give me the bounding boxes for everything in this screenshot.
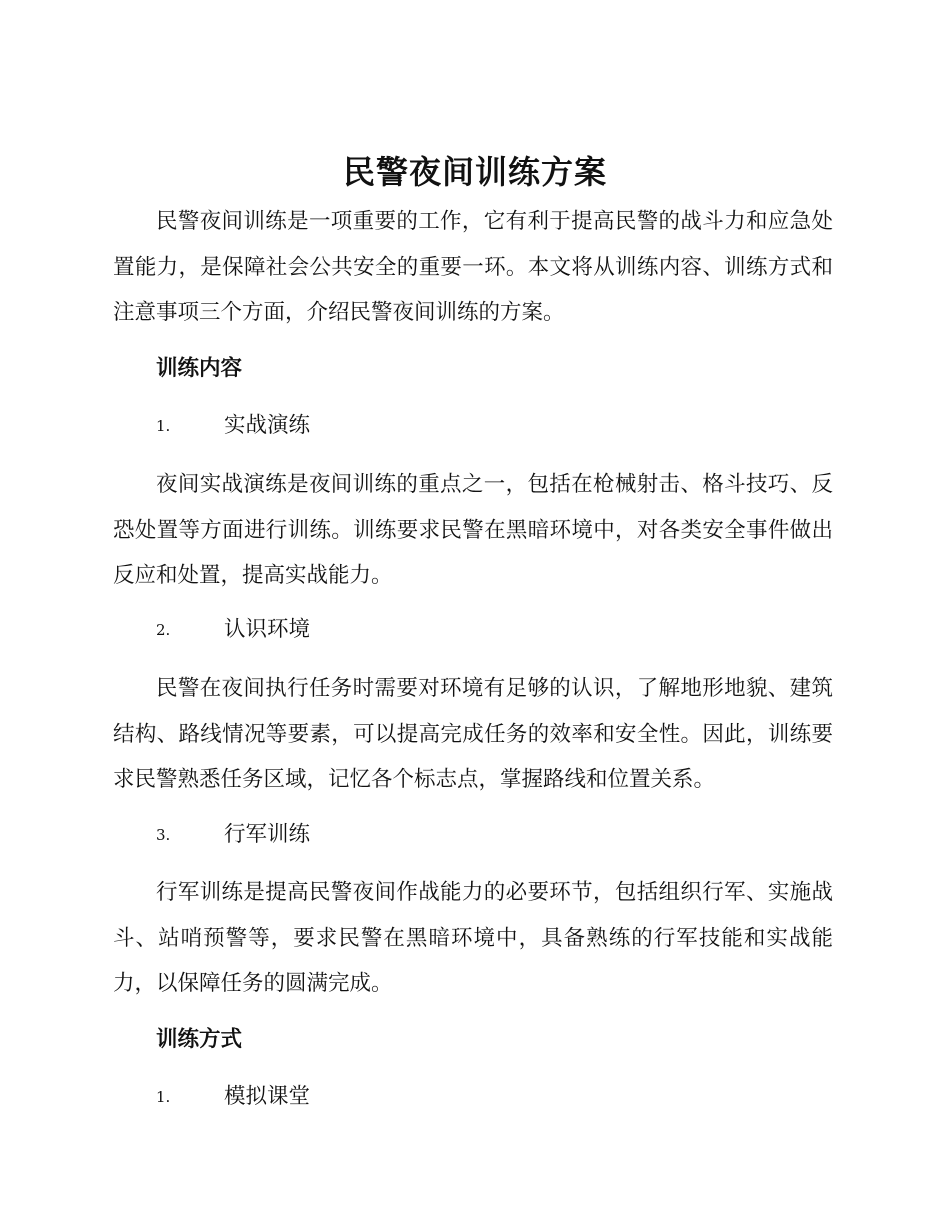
list-item-number: 1. <box>156 1088 171 1106</box>
list-item-label: 认识环境 <box>224 617 311 642</box>
list-item-label: 模拟课堂 <box>224 1084 311 1109</box>
list-item-number: 3. <box>156 826 171 844</box>
list-item-number: 2. <box>156 621 171 639</box>
body-paragraph: 夜间实战演练是夜间训练的重点之一，包括在枪械射击、格斗技巧、反恐处置等方面进行训练。训练要求民警在黑暗环境中，对各类安全事件做出反应和处置，提高实战能力。 <box>113 472 833 588</box>
document-title: 民警夜间训练方案 <box>342 153 607 191</box>
list-item-3 <box>156 820 310 850</box>
section-heading-training-method: 训练方式 <box>156 1027 243 1052</box>
list-item-label: 行军训练 <box>224 822 311 847</box>
list-item-2 <box>156 615 310 645</box>
section-heading-training-content: 训练内容 <box>156 356 243 381</box>
list-item-number: 1. <box>156 417 171 435</box>
list-item-1 <box>156 1082 310 1112</box>
list-item-1 <box>156 411 310 441</box>
body-paragraph: 民警在夜间执行任务时需要对环境有足够的认识，了解地形地貌、建筑结构、路线情况等要素，可以提高完成任务的效率和安全性。因此，训练要求民警熟悉任务区域，记忆各个标志点，掌握路线和位置关系。 <box>113 676 833 792</box>
body-paragraph: 行军训练是提高民警夜间作战能力的必要环节，包括组织行军、实施战斗、站哨预警等，要求民警在黑暗环境中，具备熟练的行军技能和实战能力，以保障任务的圆满完成。 <box>113 880 833 996</box>
list-item-label: 实战演练 <box>224 413 311 438</box>
intro-paragraph: 民警夜间训练是一项重要的工作，它有利于提高民警的战斗力和应急处置能力，是保障社会公共安全的重要一环。本文将从训练内容、训练方式和注意事项三个方面，介绍民警夜间训练的方案。 <box>113 209 833 325</box>
